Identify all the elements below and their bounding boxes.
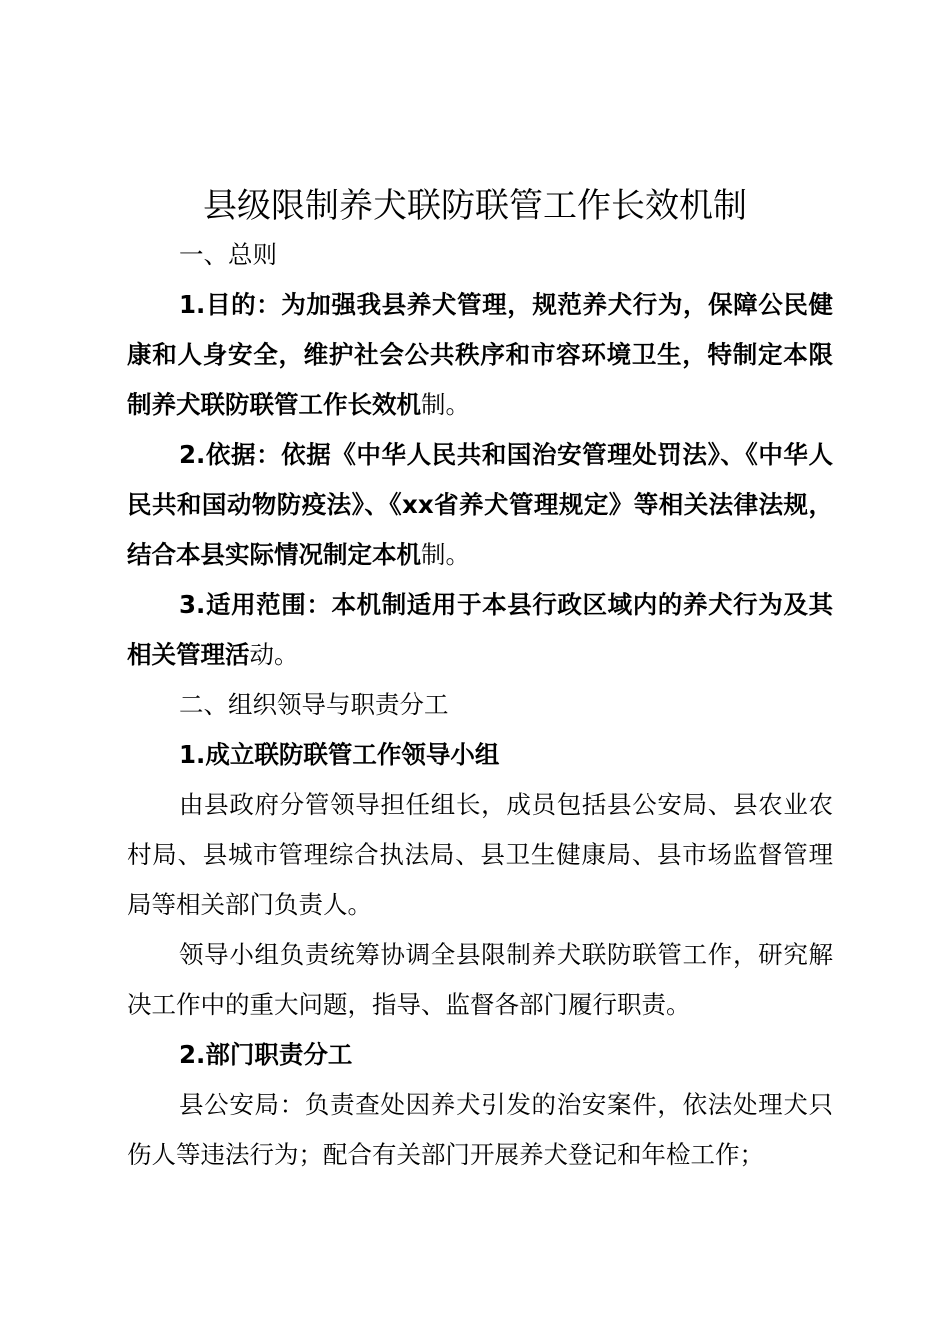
subsection-2-paragraph-1: 县公安局：负责查处因养犬引发的治安案件，依法处理犬只伤人等违法行为；配合有关部门开展养犬登记和年检工作； <box>127 1090 833 1169</box>
subsection-1-paragraph-1: 由县政府分管领导担任组长，成员包括县公安局、县农业农村局、县城市管理综合执法局、县卫生健康局、县市场监督管理局等相关部门负责人。 <box>127 790 833 919</box>
subsection-1-paragraph-2: 领导小组负责统筹协调全县限制养犬联防联管工作，研究解决工作中的重大问题，指导、监督各部门履行职责。 <box>127 940 833 1019</box>
item-1-purpose <box>127 280 833 430</box>
item-1-tail-text: 制。 <box>421 390 470 419</box>
item-3-scope <box>127 580 833 680</box>
document-title: 县级限制养犬联防联管工作长效机制 <box>203 186 747 226</box>
section-1-heading: 一、总则 <box>179 240 277 269</box>
item-3-tail-text: 动。 <box>249 640 299 669</box>
document-body <box>127 230 833 1180</box>
item-1-bold-text: 1.目的：为加强我县养犬管理，规范养犬行为，保障公民健康和人身安全，维护社会公共秩序和市容环境卫生，特制定本限制养犬联防联管工作长效机 <box>127 290 833 419</box>
subsection-1-heading: 1.成立联防联管工作领导小组 <box>179 740 500 769</box>
item-2-bold-text: 2.依据：依据《中华人民共和国治安管理处罚法》、《中华人民共和国动物防疫法》、《xx省养犬管理规定》等相关法律法规，结合本县实际情况制定本机 <box>127 440 833 569</box>
item-2-basis <box>127 430 833 580</box>
item-3-bold-text: 3.适用范围：本机制适用于本县行政区域内的养犬行为及其相关管理活 <box>127 590 833 669</box>
subsection-2-heading: 2.部门职责分工 <box>179 1040 353 1069</box>
item-2-tail-text: 制。 <box>421 540 470 569</box>
section-2-heading: 二、组织领导与职责分工 <box>179 690 449 719</box>
